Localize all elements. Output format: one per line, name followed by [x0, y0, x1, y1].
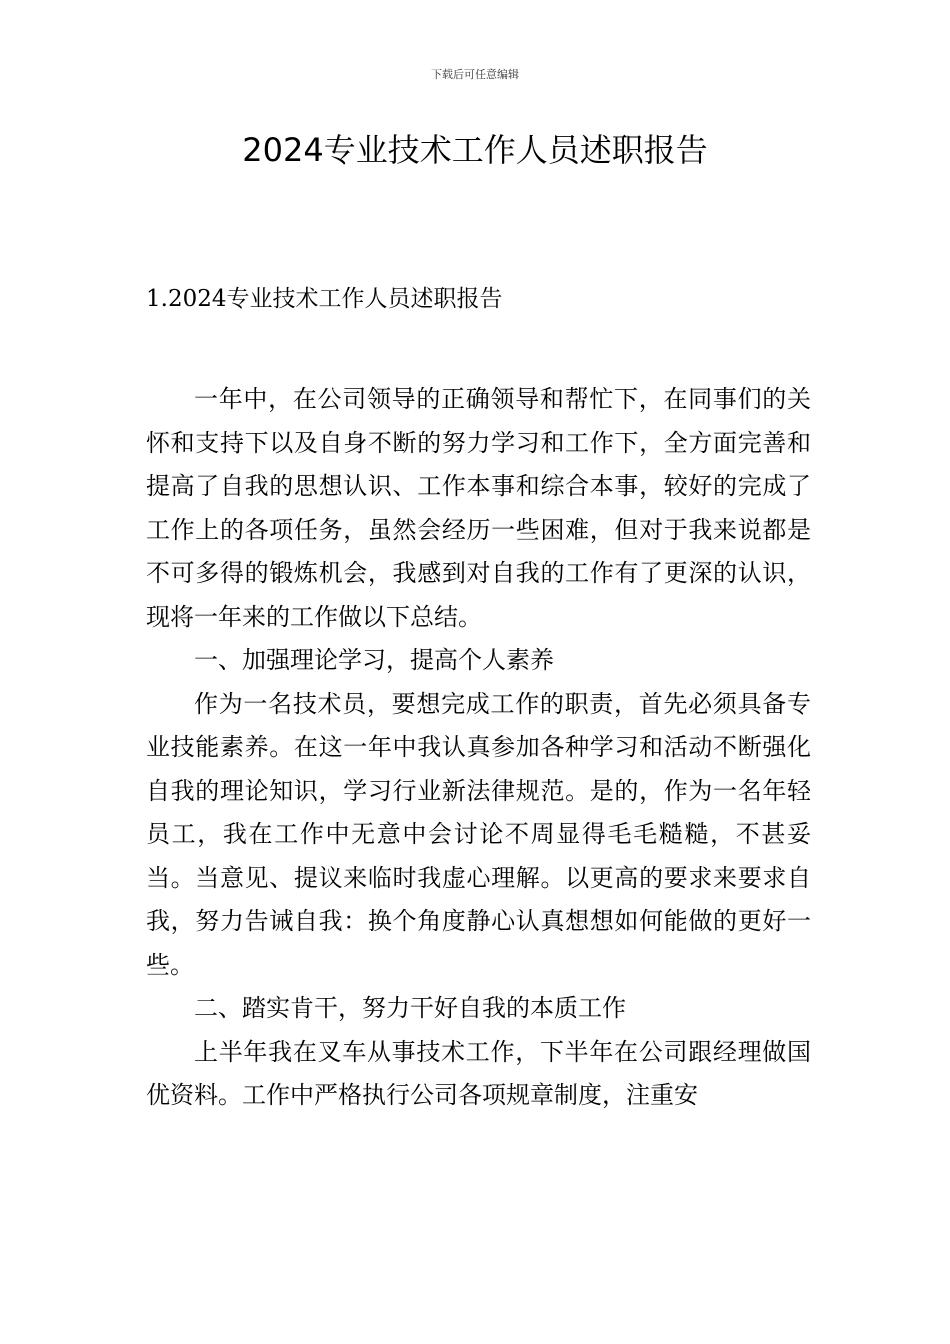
- paragraph-work: 上半年我在叉车从事技术工作，下半年在公司跟经理做国优资料。工作中严格执行公司各项规章制度，注重安: [146, 1037, 811, 1109]
- document-title: 2024专业技术工作人员述职报告: [242, 131, 708, 169]
- paragraph-intro: 一年中，在公司领导的正确领导和帮忙下，在同事们的关怀和支持下以及自身不断的努力学习和工作下，全方面完善和提高了自我的思想认识、工作本事和综合本事，较好的完成了工作上的各项任务，虽然会经历一些困难，但对于我来说都是不可多得的锻炼机会，我感到对自我的工作有了更深的认识，现将一年来的工作做以下总结。: [146, 385, 811, 631]
- paragraph-theory-study: 作为一名技术员，要想完成工作的职责，首先必须具备专业技能素养。在这一年中我认真参加各种学习和活动不断强化自我的理论知识，学习行业新法律规范。是的，作为一名年轻员工，我在工作中无意中会讨论不周显得毛毛糙糙，不甚妥当。当意见、提议来临时我虚心理解。以更高的要求来要求自我，努力告诫自我：换个角度静心认真想想如何能做的更好一些。: [146, 689, 811, 979]
- section-heading: 1.2024专业技术工作人员述职报告: [146, 286, 503, 312]
- subheading-work: 二、踏实肯干，努力干好自我的本质工作: [194, 994, 626, 1022]
- document-body: [146, 378, 811, 1118]
- header-note: 下载后可任意编辑: [431, 68, 519, 81]
- subheading-theory-study: 一、加强理论学习，提高个人素养: [194, 646, 554, 674]
